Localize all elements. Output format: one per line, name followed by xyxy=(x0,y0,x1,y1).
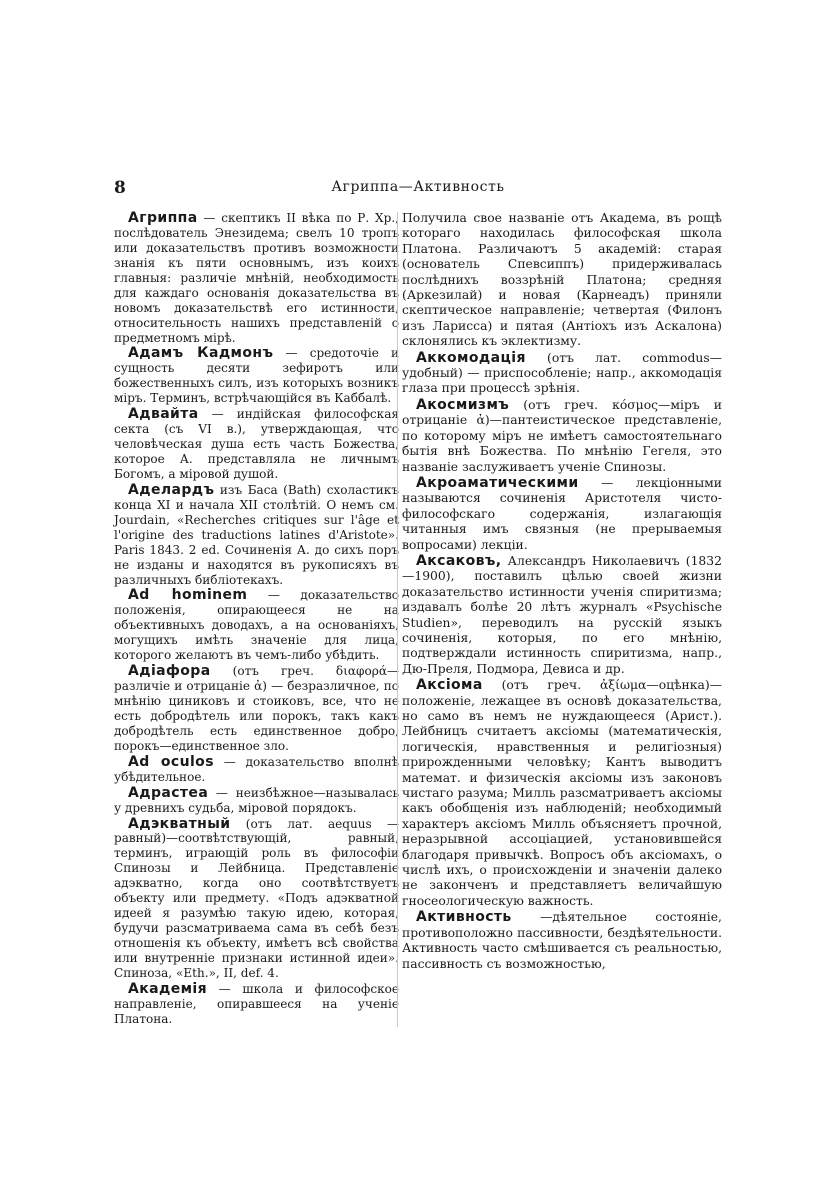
entry-headword: Ad hominem xyxy=(128,587,248,604)
dictionary-entry xyxy=(114,982,399,1027)
dictionary-entry xyxy=(114,483,399,588)
dictionary-entry xyxy=(114,407,399,482)
entry-headword: Акроаматическими xyxy=(416,474,579,491)
entry-headword: Ad oculos xyxy=(128,753,214,770)
running-title: Агриппа—Активность xyxy=(331,179,505,195)
entry-headword: Адэкватный xyxy=(128,815,231,832)
entry-text: — лекціонными называются сочиненія Аристотеля чисто-философскаго содержанія, излагающія читанныя имъ связныя (не прерываемыя вопросами) лекціи. xyxy=(402,475,722,552)
page-number: 8 xyxy=(114,178,126,198)
entry-headword: Аделардъ xyxy=(128,481,215,498)
dictionary-entry xyxy=(402,554,722,677)
entry-text: (отъ лат. commodus—удобный) — приспособленіе; напр., аккомодація глаза при процессѣ зрѣнія. xyxy=(402,350,722,396)
entry-text: — индійская философская секта (съ VI в.), утверждающая, что человѣческая душа есть часть Божества, которое А. представляла не личнымъ Богомъ, а міровой душой. xyxy=(114,407,399,481)
dictionary-entry xyxy=(114,588,399,663)
entry-text: Александръ Николаевичъ (1832—1900), поставилъ цѣлью своей жизни доказательство истинности ученія спиритизма; издавалъ болѣе 20 лѣтъ журналъ «Psychische Studien», переводилъ на русскій языкъ сочиненія, которыя, по его мнѣнію, подтверждали истинность спиритизма, напр., Дю-Преля, Подмора, Девиса и др. xyxy=(402,553,722,676)
entry-text: — доказательство вполнѣ убѣдительное. xyxy=(114,754,399,784)
entry-headword: Адвайта xyxy=(128,406,199,423)
right-column xyxy=(402,211,722,973)
dictionary-entry xyxy=(114,817,399,981)
dictionary-entry xyxy=(402,476,722,553)
entry-headword: Академія xyxy=(128,980,208,997)
dictionary-entry xyxy=(402,910,722,972)
entry-text: (отъ греч. ἀξίωμα—оцѣнка)—положеніе, лежащее въ основѣ доказательства, но само въ немъ не нуждающееся (Арист.). Лейбницъ считаетъ аксіомы (математическія, логическія, нравственныя и религіозныя) прирожденными человѣку; Кантъ выводитъ математ. и физическія аксіомы изъ законовъ чистаго разума; Милль разсматриваетъ аксіомы какъ обобщенія изъ наблюденій; необходимый характеръ аксіомъ Милль объясняетъ прочной, неразрывной ассоціацией, установившейся благодаря привычкѣ. Вопросъ объ аксіомахъ, о числѣ ихъ, о происхожденіи и значеніи далеко не законченъ и представляетъ величайшую гносеологическую важность. xyxy=(402,678,722,908)
entry-text: (отъ лат. aequus — равный)—соотвѣтствующій, равный, терминъ, играющій роль въ философіи Спинозы и Лейбница. Представленіе адэкватно, когда оно соотвѣтствуетъ объекту или предмету. «Подъ адэкватной идеей я разумѣю такую идею, которая, будучи разсматриваема сама въ себѣ безъ отношенія къ объекту, имѣетъ всѣ свойства или внутренніе признаки истинной идеи». Спиноза, «Eth.», II, def. 4. xyxy=(114,816,399,980)
entry-headword: Акосмизмъ xyxy=(416,396,510,413)
entry-text: — средоточіе и сущность десяти зефиротъ или божественныхъ силъ, изъ которыхъ возникъ міръ. Терминъ, встрѣчающійся въ Каббалѣ. xyxy=(114,346,399,406)
dictionary-entry xyxy=(114,786,399,816)
entry-headword: Аксаковъ, xyxy=(416,552,502,569)
page-header xyxy=(114,178,722,198)
dictionary-entry xyxy=(402,398,722,475)
column-divider xyxy=(397,212,398,1027)
dictionary-entry xyxy=(402,678,722,909)
dictionary-entry xyxy=(114,755,399,785)
dictionary-entry xyxy=(114,664,399,754)
entry-text: (отъ греч. διαφορά—различіе и отрицаніе ἀ) — безразличное, по мнѣнію циниковъ и стоиковъ, все, что не есть добродѣтель или порокъ, такъ какъ добродѣтель есть единственное добро, порокъ—единственное зло. xyxy=(114,664,399,753)
entry-headword: Агриппа xyxy=(128,210,198,226)
entry-headword: Адрастеа xyxy=(128,784,209,801)
entry-text: изъ Баса (Bath) схоластикъ конца XI и начала XII столѣтій. О немъ см. Jourdain, «Recherches critiques sur l'âge et l'origine des traductions latines d'Aristote». Paris 1843. 2 ed. Сочиненія А. до сихъ поръ не изданы и находятся въ рукописяхъ въ различныхъ библіотекахъ. xyxy=(114,482,399,587)
entry-headword: Аккомодація xyxy=(416,349,526,366)
entry-text: Получила свое названіе отъ Академа, въ рощѣ котораго находилась философская школа Платона. Различаютъ 5 академій: старая (основатель Спевсиппъ) придерживалась послѣднихъ воззрѣній Платона; средняя (Аркезилай) и новая (Карнеадъ) приняли скептическое направленіе; четвертая (Филонъ изъ Ларисса) и пятая (Антіохъ изъ Аскалона) склонялись къ эклектизму. xyxy=(402,211,722,349)
dictionary-entry xyxy=(114,211,399,345)
entry-headword: Адамъ Кадмонъ xyxy=(128,345,274,362)
entry-text: — неизбѣжное—называлась у древнихъ судьба, міровой порядокъ. xyxy=(114,785,399,815)
entry-text: (отъ греч. κόσμος—міръ и отрицаніе ἀ)—пантеистическое представленіе, по которому міръ не имѣетъ самостоятельнаго бытія внѣ Божества. По мнѣнію Гегеля, это названіе заслуживаетъ ученіе Спинозы. xyxy=(402,397,722,474)
entry-headword: Активность xyxy=(416,909,512,926)
dictionary-entry xyxy=(402,351,722,397)
entry-text: —дѣятельное состояніе, противоположно пассивности, бездѣятельности. Активность часто смѣшивается съ реальностью, пассивность съ возможностью, xyxy=(402,910,722,971)
left-column xyxy=(114,211,399,1028)
entry-text: — доказательство положенія, опирающееся не на объективныхъ доводахъ, а на основаніяхъ, могущихъ имѣть значеніе для лица, которого желаютъ въ чемъ-либо убѣдить. xyxy=(114,588,399,663)
entry-text: — скептикъ II вѣка по Р. Хр., послѣдователь Энезидема; свелъ 10 тропъ или доказательствъ противъ возможности знанія къ пяти основнымъ, изъ коихъ главныя: различіе мнѣній, необходимость для каждаго основанія доказательства въ новомъ доказательствѣ его истинности, относительность нашихъ представленій о предметномъ мірѣ. xyxy=(114,211,399,345)
entry-text: — школа и философское направленіе, опиравшееся на ученіе Платона. xyxy=(114,981,399,1026)
entry-headword: Адіафора xyxy=(128,663,211,680)
dictionary-entry xyxy=(402,211,722,350)
entry-headword: Аксіома xyxy=(416,677,483,694)
dictionary-entry xyxy=(114,346,399,406)
